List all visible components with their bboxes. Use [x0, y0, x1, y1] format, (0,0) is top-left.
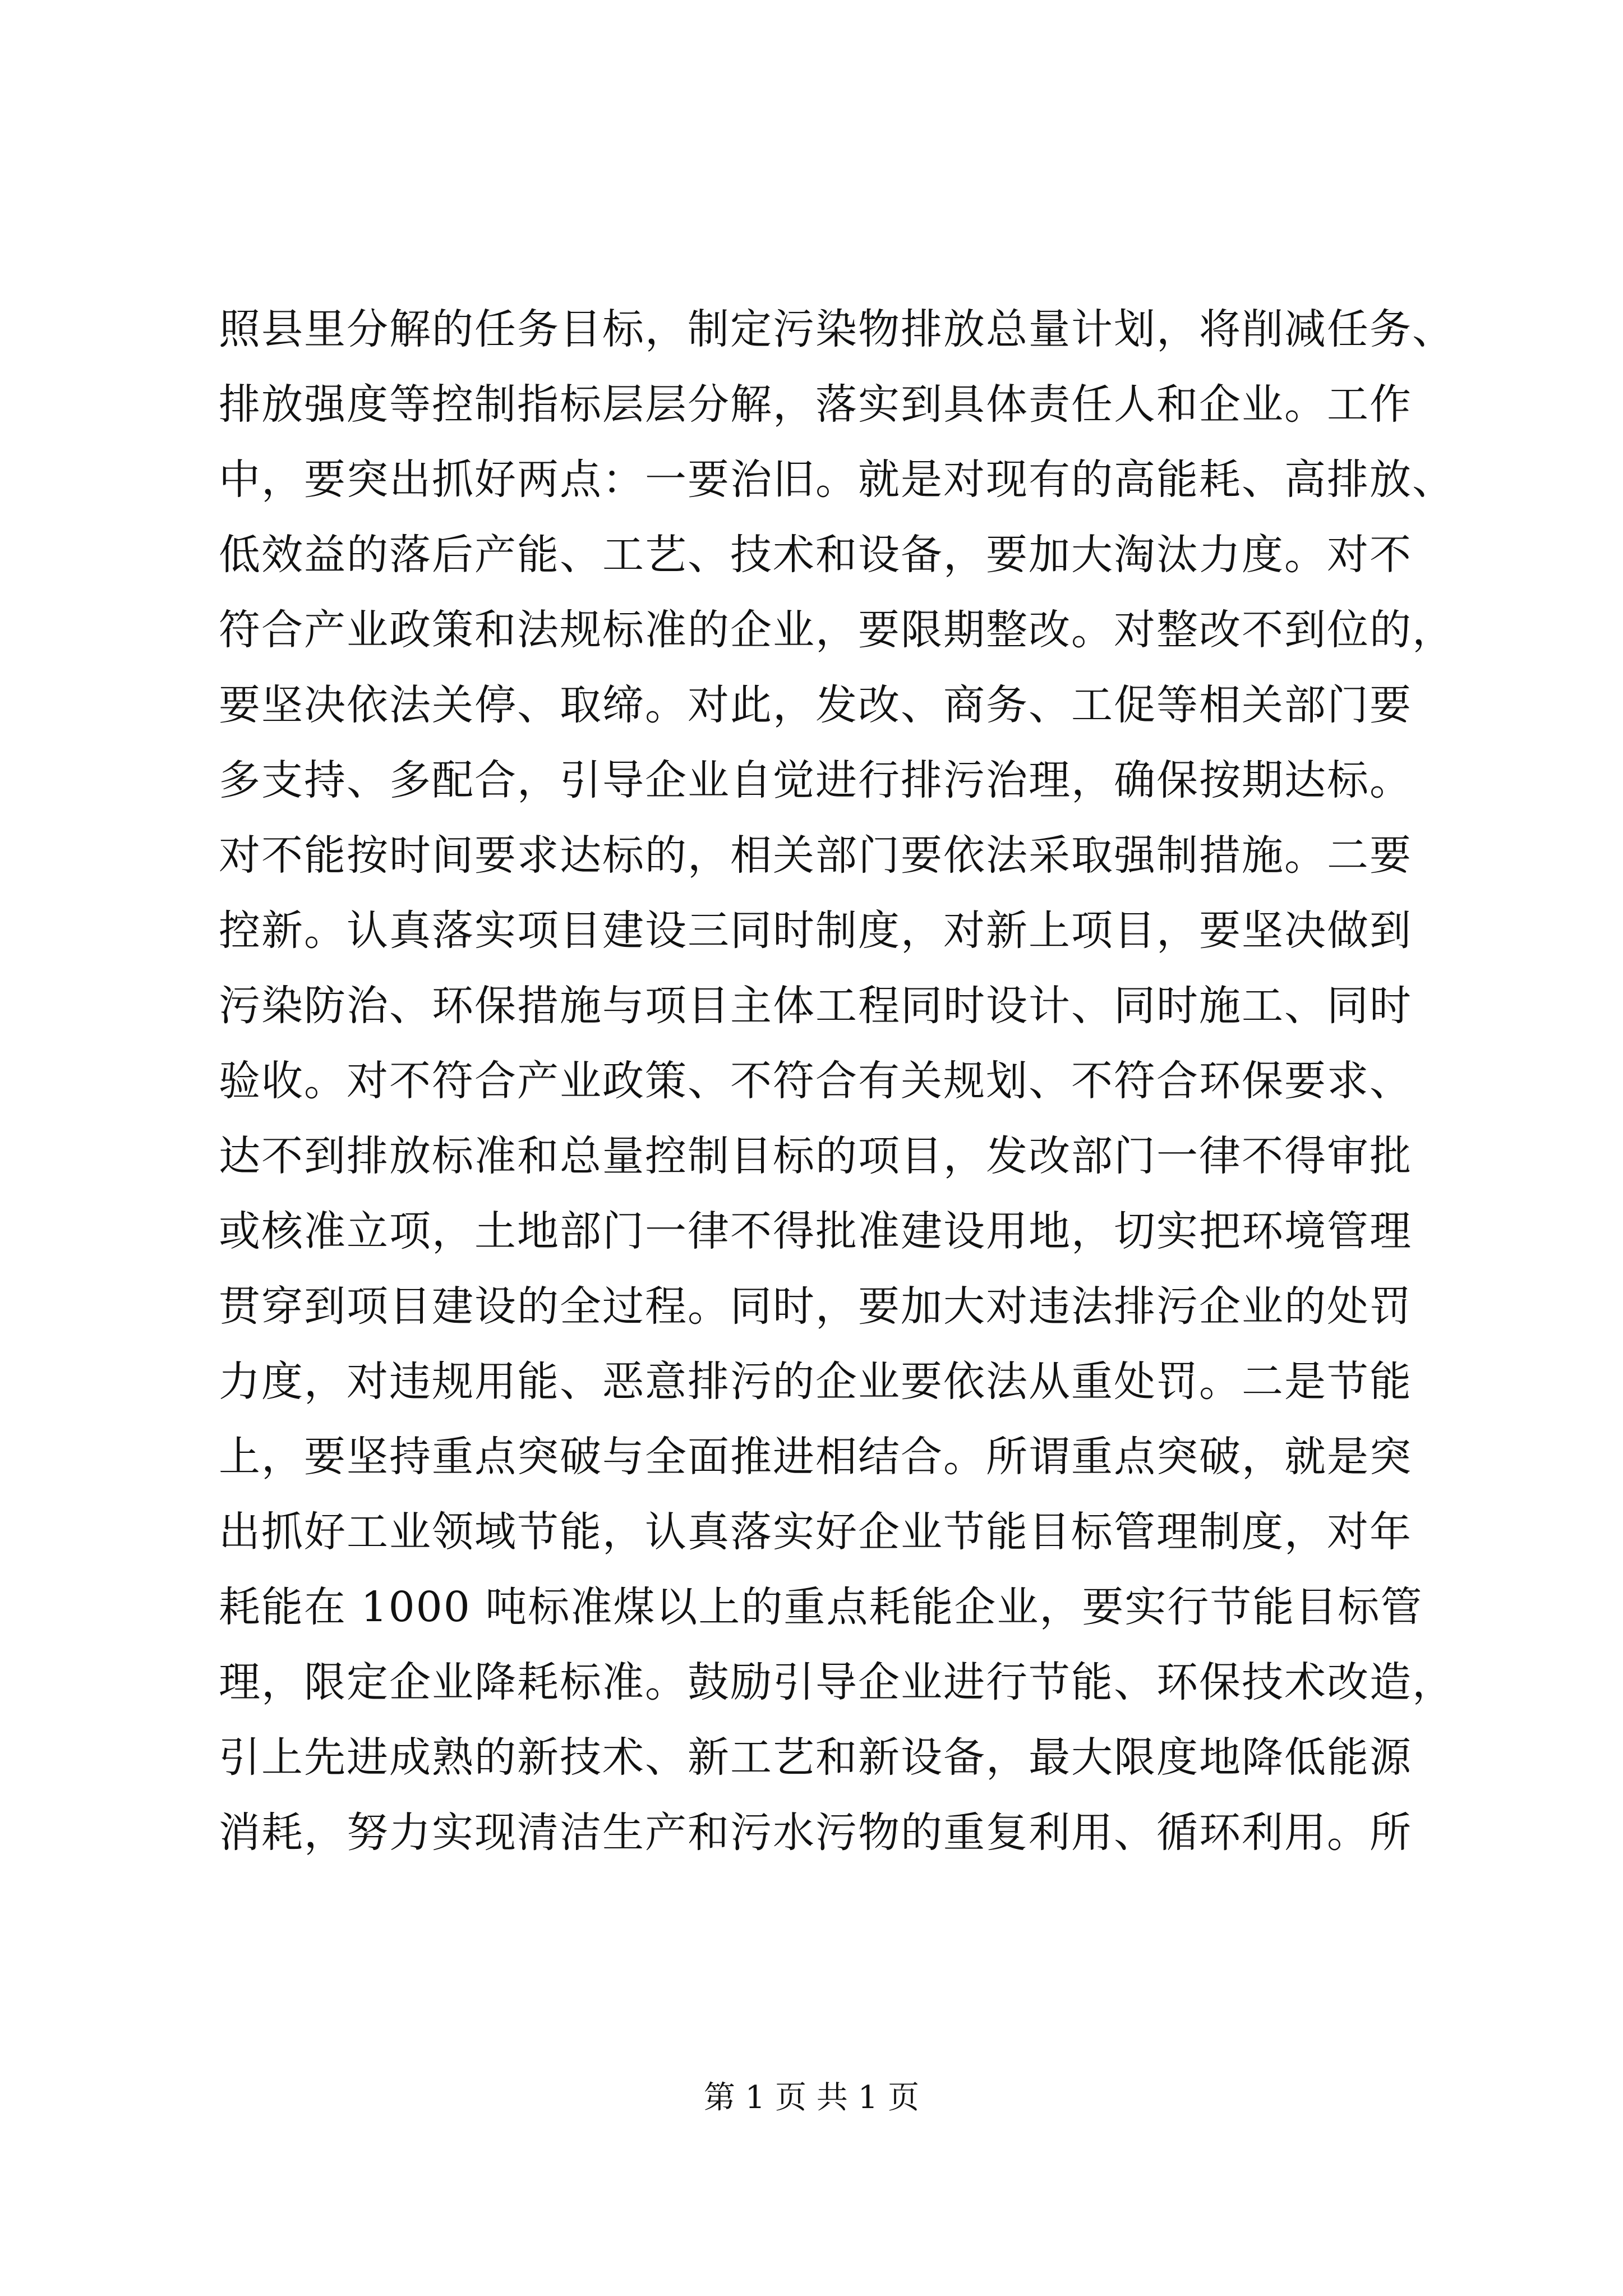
text-line: 消耗，努力实现清洁生产和污水污物的重复利用、循环利用。所: [219, 1809, 1412, 1857]
text-line: 贯穿到项目建设的全过程。同时，要加大对违法排污企业的处罚: [219, 1282, 1412, 1331]
text-line: 达不到排放标准和总量控制目标的项目，发改部门一律不得审批: [219, 1132, 1412, 1180]
text-line: 污染防治、环保措施与项目主体工程同时设计、同时施工、同时: [219, 982, 1412, 1030]
text-line: 低效益的落后产能、工艺、技术和设备，要加大淘汰力度。对不: [219, 531, 1412, 579]
text-line: 验收。对不符合产业政策、不符合有关规划、不符合环保要求、: [219, 1057, 1412, 1105]
text-line: 耗能在 1000 吨标准煤以上的重点耗能企业，要实行节能目标管: [219, 1583, 1423, 1631]
text-line: 符合产业政策和法规标准的企业，要限期整改。对整改不到位的，: [219, 606, 1455, 654]
text-line: 中，要突出抓好两点：一要治旧。就是对现有的高能耗、高排放、: [219, 455, 1455, 504]
page-footer: [0, 2078, 1623, 2118]
text-line: 或核准立项，土地部门一律不得批准建设用地，切实把环境管理: [219, 1207, 1412, 1255]
text-line: 对不能按时间要求达标的，相关部门要依法采取强制措施。二要: [219, 831, 1412, 880]
text-line: 多支持、多配合，引导企业自觉进行排污治理，确保按期达标。: [219, 756, 1412, 804]
document-body: [219, 292, 1475, 1870]
text-line: 力度，对违规用能、恶意排污的企业要依法从重处罚。二是节能: [219, 1358, 1412, 1406]
text-line: 照县里分解的任务目标，制定污染物排放总量计划，将削减任务、: [219, 305, 1455, 353]
page-number-label: 第 1 页 共 1 页: [703, 2079, 920, 2116]
text-line: 排放强度等控制指标层层分解，落实到具体责任人和企业。工作: [219, 380, 1412, 429]
text-line: 出抓好工业领域节能，认真落实好企业节能目标管理制度，对年: [219, 1508, 1412, 1556]
text-line: 上，要坚持重点突破与全面推进相结合。所谓重点突破，就是突: [219, 1433, 1412, 1481]
text-line: 要坚决依法关停、取缔。对此，发改、商务、工促等相关部门要: [219, 681, 1412, 729]
text-line: 理，限定企业降耗标准。鼓励引导企业进行节能、环保技术改造，: [219, 1658, 1455, 1706]
text-line: 引上先进成熟的新技术、新工艺和新设备，最大限度地降低能源: [219, 1733, 1412, 1782]
text-line: 控新。认真落实项目建设三同时制度，对新上项目，要坚决做到: [219, 907, 1412, 955]
